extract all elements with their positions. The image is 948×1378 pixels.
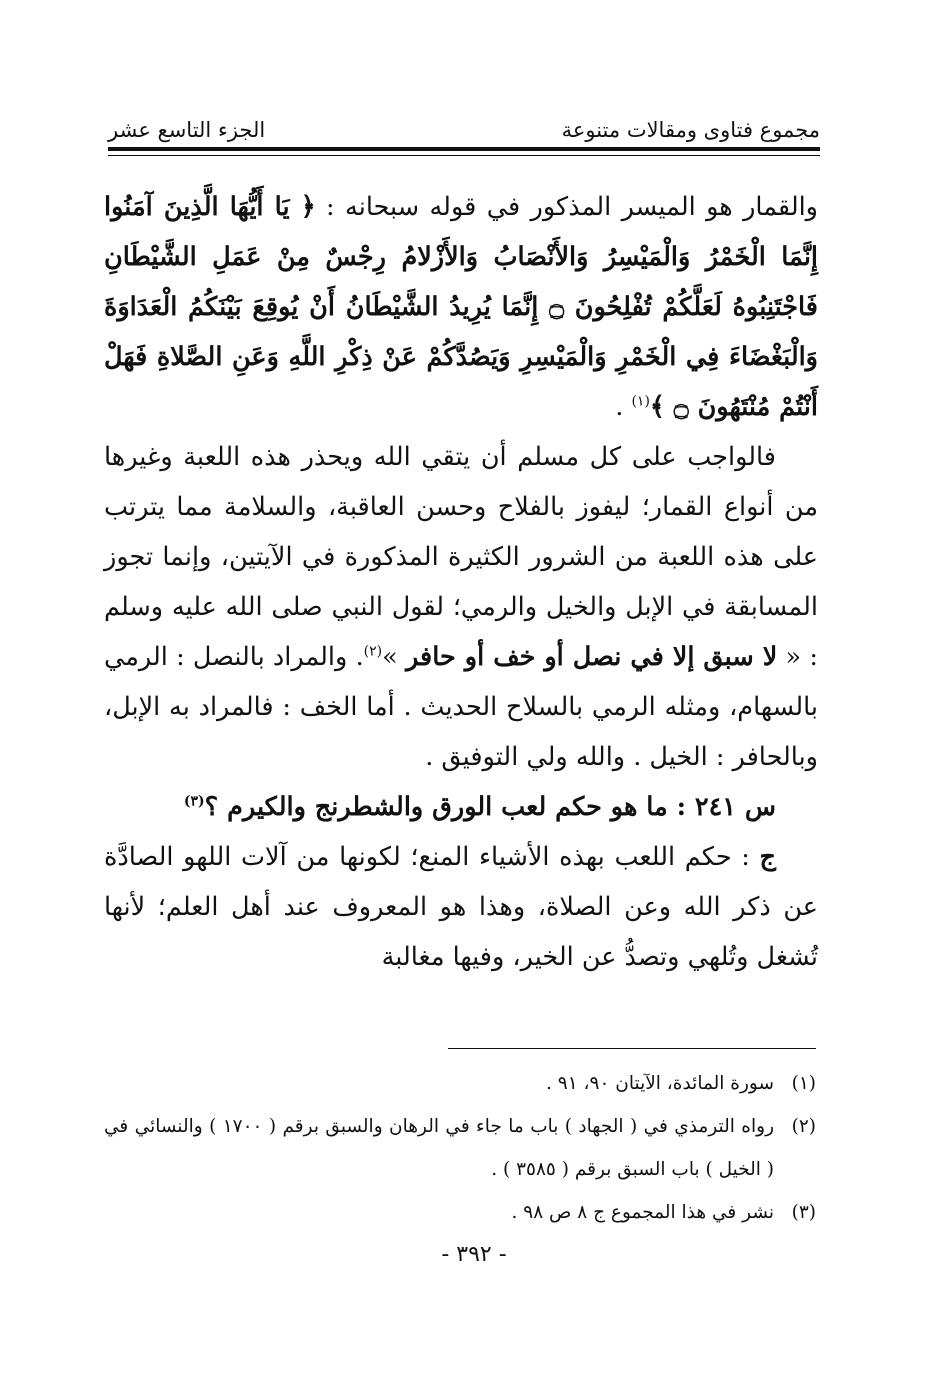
- footnote-separator: [448, 1048, 816, 1049]
- footnote-number: (٢): [791, 1116, 816, 1137]
- paragraph-text-a: فالواجب على كل مسلم أن يتقي الله ويحذر هذه اللعبة وغيرها من أنواع القمار؛ ليفوز بالفلاح وحسن العاقبة، والسلامة مما يترتب على هذه اللعبة من الشرور الكثيرة المذكورة في الآيتين، وإنما تجوز المسابقة في الإبل والخيل والرمي؛ لقول النبي صلى الله عليه وسلم : «: [104, 442, 818, 672]
- footnote-1: [104, 1062, 816, 1105]
- header-rule-thick: [108, 147, 820, 151]
- main-text: [104, 182, 818, 982]
- footnote-number: (١): [791, 1073, 816, 1094]
- part-label: الجزء التاسع عشر: [108, 118, 266, 142]
- paragraph-intro: والقمار هو الميسر المذكور في قوله سبحانه :: [315, 192, 818, 222]
- footnote-2: [104, 1105, 816, 1191]
- running-header: [108, 108, 820, 142]
- footnotes: [104, 1062, 816, 1234]
- answer-label: ج: [759, 842, 776, 872]
- header-rule-thin: [108, 155, 820, 156]
- answer-text: : حكم اللعب بهذه الأشياء المنع؛ لكونها من آلات اللهو الصادَّة عن ذكر الله وعن الصلاة، وهذا هو المعروف عند أهل العلم؛ لأنها تُشغل وتُلهي وتصدُّ عن الخير، وفيها مغالبة: [104, 842, 818, 972]
- paragraph-text-b: »: [382, 642, 406, 672]
- hadith-text: لا سبق إلا في نصل أو خف أو حافر: [405, 642, 778, 672]
- footnote-text: سورة المائدة، الآيتان ٩٠، ٩١ .: [546, 1073, 774, 1094]
- page-number: - ٣٩٢ -: [441, 1242, 507, 1267]
- footnote-number: (٣): [791, 1202, 816, 1223]
- footnote-ref-3: (٣): [183, 793, 205, 810]
- footnote-ref-1: (١): [631, 393, 650, 410]
- question-text: س ٢٤١ : ما هو حكم لعب الورق والشطرنج والكيرم ؟: [204, 792, 776, 822]
- footnote-text: نشر في هذا المجموع ج ٨ ص ٩٨ .: [511, 1202, 774, 1223]
- footnote-3: [104, 1191, 816, 1234]
- paragraph-end: .: [615, 392, 632, 422]
- question: [104, 782, 818, 832]
- paragraph-quran: [104, 182, 818, 432]
- footnote-ref-2: (٢): [363, 643, 383, 660]
- paragraph-ruling: [104, 432, 818, 782]
- answer: [104, 832, 818, 982]
- footnote-text: رواه الترمذي في ( الجهاد ) باب ما جاء في الرهان والسبق برقم ( ١٧٠٠ ) والنسائي في ( الخيل ) باب السبق برقم ( ٣٥٨٥ ) .: [104, 1116, 775, 1180]
- book-title: مجموع فتاوى ومقالات متنوعة: [561, 118, 820, 142]
- quran-verse: ﴿ يَا أَيُّهَا الَّذِينَ آمَنُوا إِنَّمَا الْخَمْرُ وَالْمَيْسِرُ وَالأَنْصَابُ وَالأَزْلامُ رِجْسٌ مِنْ عَمَلِ الشَّيْطَانِ فَاجْتَنِبُوهُ لَعَلَّكُمْ تُفْلِحُونَ ۝ إِنَّمَا يُرِيدُ الشَّيْطَانُ أَنْ يُوقِعَ بَيْنَكُمُ الْعَدَاوَةَ وَالْبَغْضَاءَ فِي الْخَمْرِ وَالْمَيْسِرِ وَيَصُدَّكُمْ عَنْ ذِكْرِ اللَّهِ وَعَنِ الصَّلاةِ فَهَلْ أَنْتُمْ مُنْتَهُونَ ۝ ﴾: [104, 192, 818, 422]
- paragraph-text-c: . والمراد بالنصل : الرمي بالسهام، ومثله الرمي بالسلاح الحديث . أما الخف : فالمراد به الإبل، وبالحافر : الخيل . والله ولي التوفيق .: [104, 642, 818, 772]
